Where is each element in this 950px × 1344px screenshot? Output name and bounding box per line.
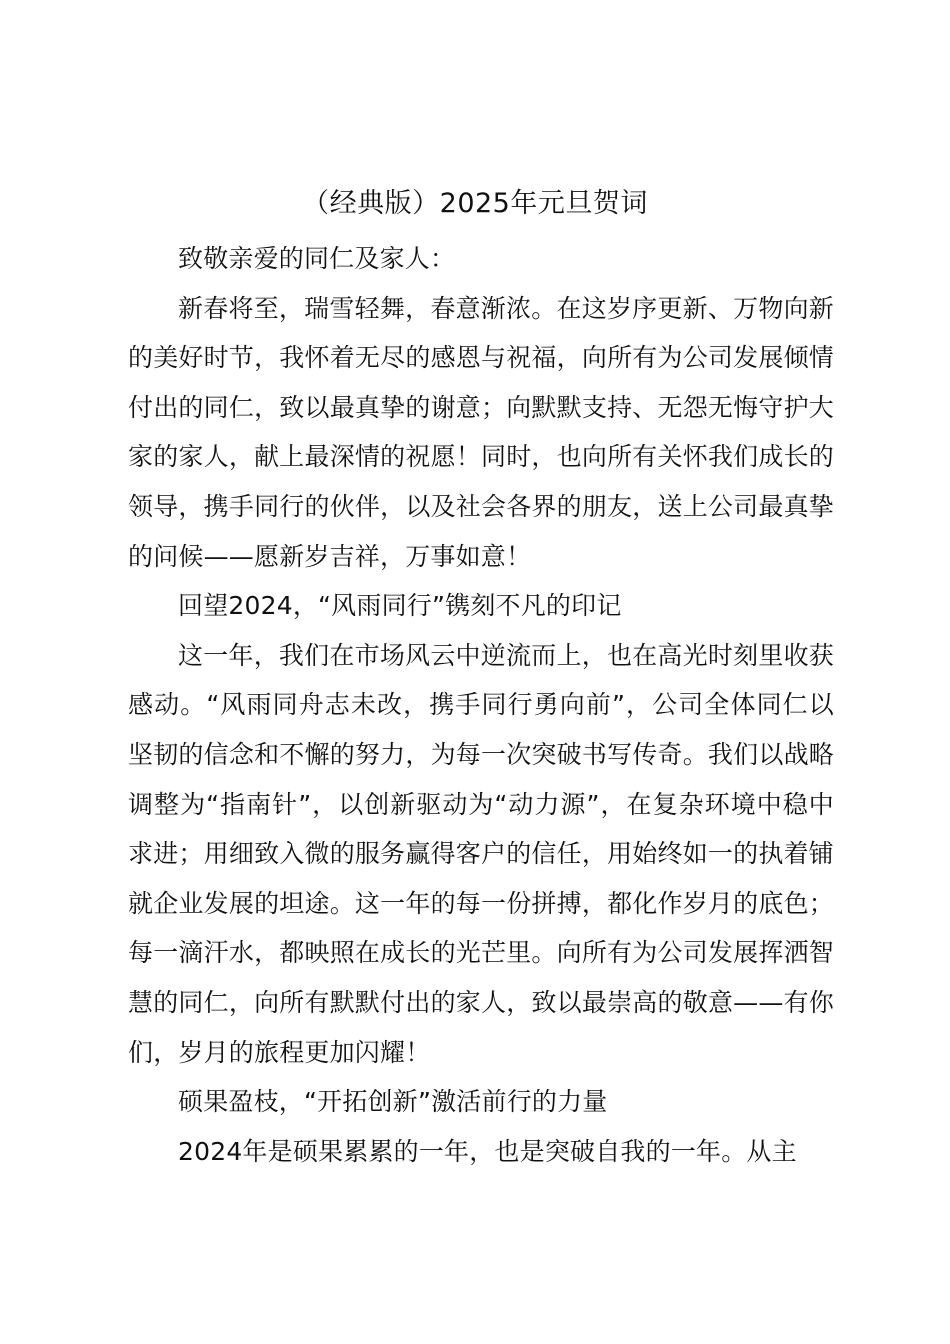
document-body [128, 234, 834, 1176]
achievements-paragraph: 2024年是硕果累累的一年，也是突破自我的一年。从主 [178, 1136, 797, 1166]
greeting-paragraph: 致敬亲爱的同仁及家人： [178, 244, 456, 273]
review-paragraph: 这一年，我们在市场风云中逆流而上，也在高光时刻里收获感动。“风雨同舟志未改，携手同行勇向前”，公司全体同仁以坚韧的信念和不懈的努力，为每一次突破书写传奇。我们以战略调整为“指南针”，以创新驱动为“动力源”，在复杂环境中稳中求进；用细致入微的服务赢得客户的信任，用始终如一的执着铺就企业发展的坦途。这一年的每一份拼搏，都化作岁月的底色；每一滴汗水，都映照在成长的光芒里。向所有为公司发展挥洒智慧的同仁，向所有默默付出的家人，致以最崇高的敬意——有你们，岁月的旅程更加闪耀！ [128, 640, 834, 1067]
opening-paragraph: 新春将至，瑞雪轻舞，春意渐浓。在这岁序更新、万物向新的美好时节，我怀着无尽的感恩与祝福，向所有为公司发展倾情付出的同仁，致以最真挚的谢意；向默默支持、无怨无悔守护大家的家人，献上最深情的祝愿！同时，也向所有关怀我们成长的领导，携手同行的伙伴，以及社会各界的朋友，送上公司最真挚的问候——愿新岁吉祥，万事如意！ [128, 293, 834, 571]
section-heading-achievements: 硕果盈枝，“开拓创新”激活前行的力量 [178, 1087, 608, 1117]
document-title: （经典版）2025年元旦贺词 [302, 188, 648, 219]
section-heading-review: 回望2024，“风雨同行”镌刻不凡的印记 [178, 591, 622, 621]
